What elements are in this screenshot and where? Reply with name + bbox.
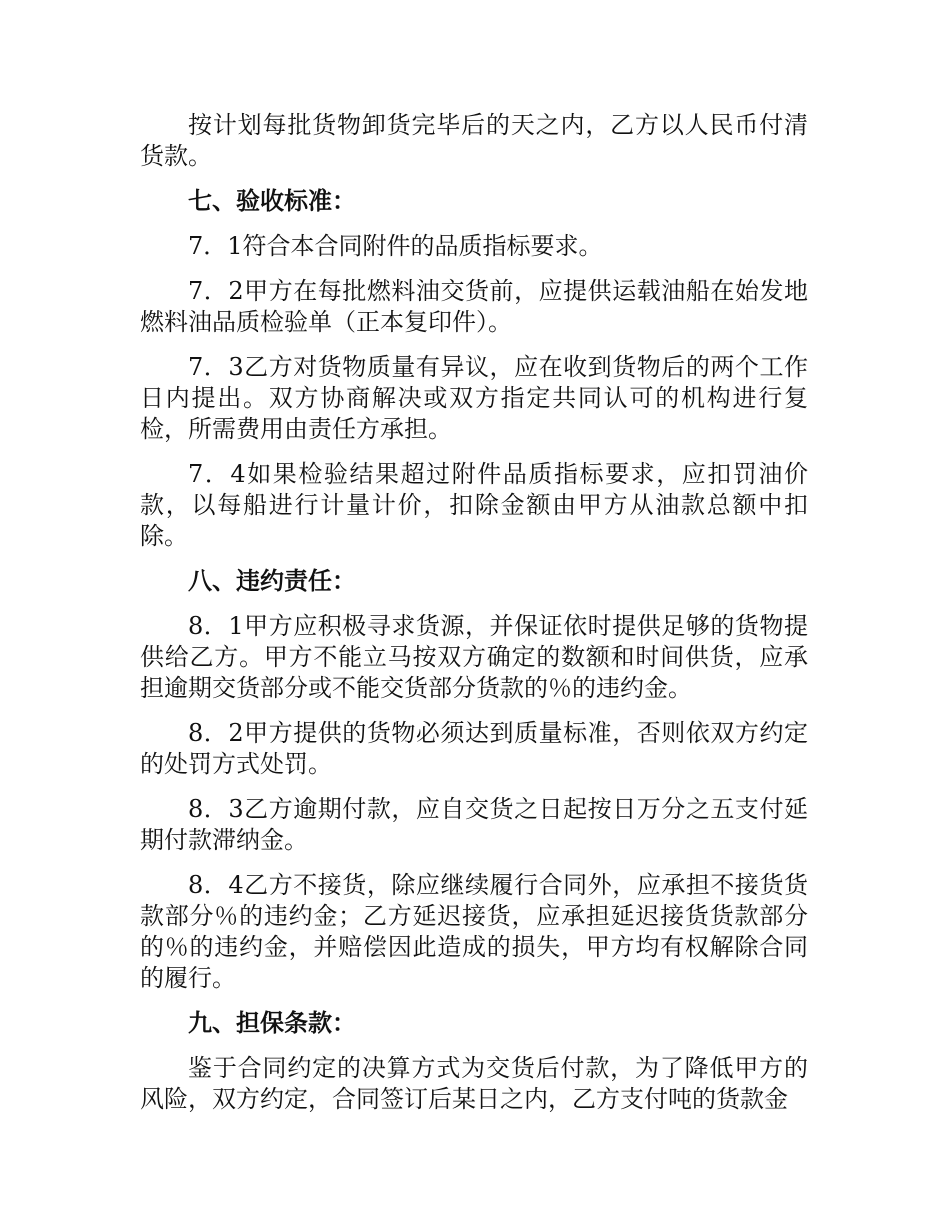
clause-7-4: 7．4如果检验结果超过附件品质指标要求，应扣罚油价款，以每船进行计量计价，扣除金额由甲方从油款总额中扣除。 [140,460,808,550]
document-page [140,110,808,1129]
clause-8-4: 8．4乙方不接货，除应继续履行合同外，应承担不接货货款部分％的违约金；乙方延迟接货，应承担延迟接货货款部分的％的违约金，并赔偿因此造成的损失，甲方均有权解除合同的履行。 [140,871,808,992]
clause-7-1: 7．1符合本合同附件的品质指标要求。 [188,232,603,260]
section-7-heading: 七、验收标准： [188,187,356,215]
section-9-heading: 九、担保条款： [188,1009,356,1037]
clause-9-text: 鉴于合同约定的决算方式为交货后付款，为了降低甲方的风险，双方约定，合同签订后某日之内，乙方支付吨的货款金 [140,1054,808,1113]
clause-8-2: 8．2甲方提供的货物必须达到质量标准，否则依双方约定的处罚方式处罚。 [140,719,808,778]
clause-8-3: 8．3乙方逾期付款，应自交货之日起按日万分之五支付延期付款滞纳金。 [140,795,808,854]
clause-7-2: 7．2甲方在每批燃料油交货前，应提供运载油船在始发地燃料油品质检验单（正本复印件）。 [140,277,808,336]
clause-7-3: 7．3乙方对货物质量有异议，应在收到货物后的两个工作日内提出。双方协商解决或双方指定共同认可的机构进行复检，所需费用由责任方承担。 [140,353,808,443]
clause-8-1: 8．1甲方应积极寻求货源，并保证依时提供足够的货物提供给乙方。甲方不能立马按双方确定的数额和时间供货，应承担逾期交货部分或不能交货部分货款的％的违约金。 [140,612,808,702]
payment-clause-text: 按计划每批货物卸货完毕后的天之内，乙方以人民币付清货款。 [140,111,808,170]
section-8-heading: 八、违约责任： [188,567,356,595]
